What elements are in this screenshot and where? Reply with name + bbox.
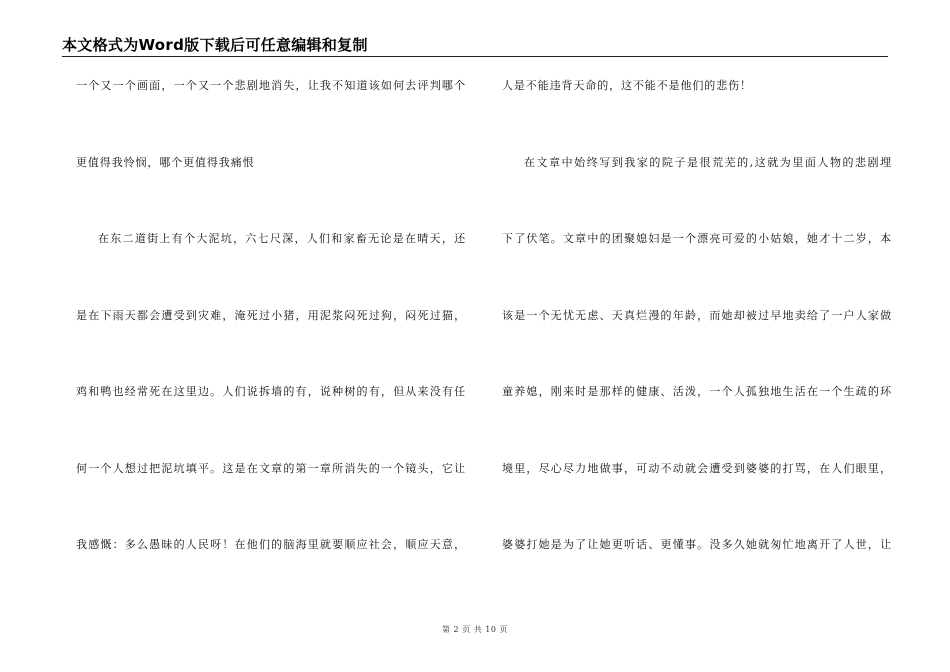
- left-text-column: [76, 76, 466, 612]
- text-line: 人是不能违背天命的，这不能不是他们的悲伤！: [502, 79, 752, 92]
- document-header: [62, 36, 888, 57]
- text-line: 境里，尽心尽力地做事，可动不动就会遭受到婆婆的打骂，在人们眼里，: [502, 461, 892, 475]
- text-line: 鸡和鸭也经常死在这里边。人们说拆墙的有，说种树的有，但从来没有任: [76, 385, 466, 398]
- text-line: 婆婆打她是为了让她更听话、更懂事。没多久她就匆忙地离开了人世，让: [502, 538, 892, 551]
- right-text-column: [502, 76, 892, 612]
- text-line: 童养媳，刚来时是那样的健康、活泼，一个人孤独地生活在一个生疏的环: [502, 385, 892, 398]
- text-line: 在文章中始终写到我家的院子是很荒芜的,这就为里面人物的悲剧埋: [524, 155, 892, 169]
- text-line: 更值得我怜悯，哪个更值得我痛恨: [76, 155, 255, 169]
- text-line: 我感慨：多么愚昧的人民呀！在他们的脑海里就要顺应社会，顺应天意，: [76, 538, 466, 551]
- header-title: 本文格式为Word版下载后可任意编辑和复制: [62, 36, 368, 54]
- text-line: 是在下雨天都会遭受到灾难，淹死过小猪，用泥浆闷死过狗，闷死过猫，: [76, 308, 466, 322]
- text-line: 下了伏笔。文章中的团聚媳妇是一个漂亮可爱的小姑娘，她才十二岁，本: [502, 232, 892, 245]
- text-line: 该是一个无忧无虑、天真烂漫的年龄，而她却被过早地卖给了一户人家做: [502, 308, 892, 322]
- text-line: 在东二道街上有个大泥坑，六七尺深，人们和家畜无论是在晴天，还: [98, 232, 466, 245]
- page-number: 第 2 页 共 10 页: [442, 625, 508, 634]
- text-line: 一个又一个画面，一个又一个悲剧地消失，让我不知道该如何去评判哪个: [76, 79, 466, 92]
- text-line: 何一个人想过把泥坑填平。这是在文章的第一章所消失的一个镜头，它让: [76, 461, 466, 475]
